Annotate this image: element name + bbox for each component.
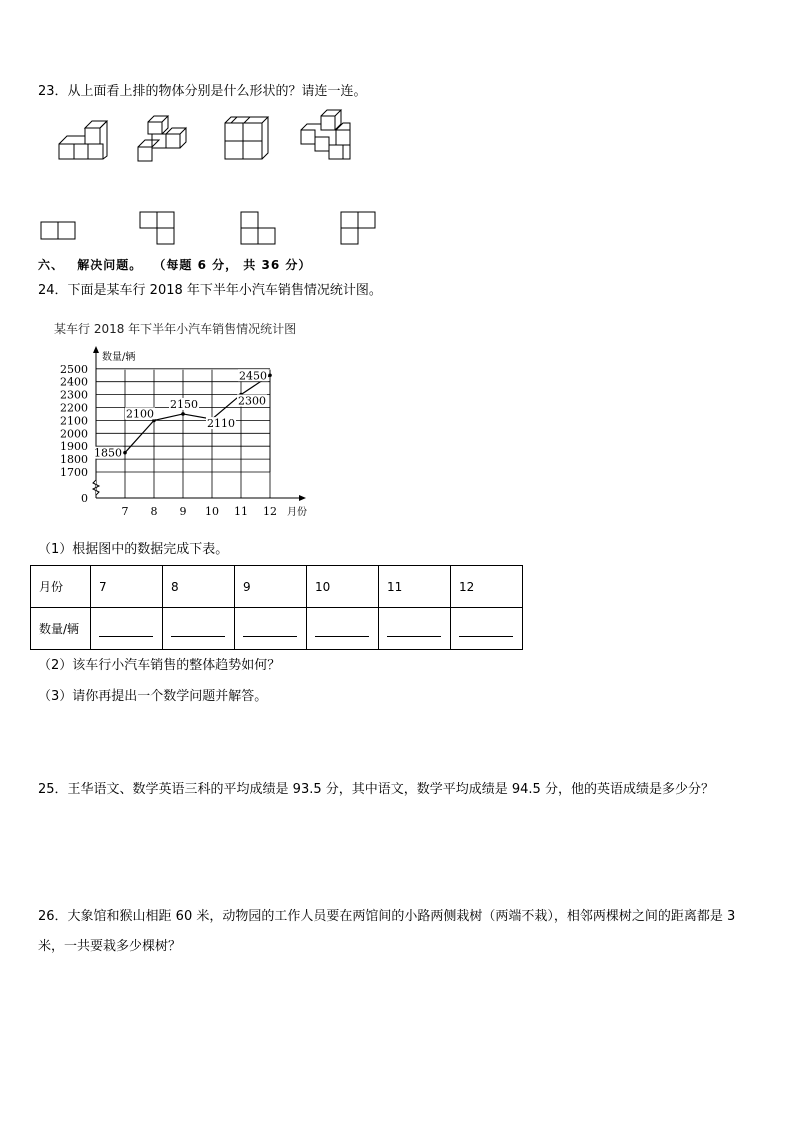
answer-blank[interactable] [379, 608, 451, 650]
sales-line-chart [40, 342, 330, 524]
axis-break [93, 480, 99, 495]
cube-figure-1 [59, 121, 107, 159]
top-view-d [341, 212, 375, 244]
cube-figure-3 [225, 117, 268, 159]
table-cell-month: 9 [235, 566, 307, 608]
answer-blank[interactable] [91, 608, 163, 650]
x-axis-arrow [299, 495, 306, 501]
question-24-sub3: （3）请你再提出一个数学问题并解答。 [38, 689, 268, 704]
table-header-quantity: 数量/辆 [31, 608, 91, 650]
x-tick-label: 7 [121, 505, 129, 518]
y-tick-label: 2400 [60, 375, 88, 389]
data-label: 2300 [238, 394, 266, 408]
table-cell-month: 10 [307, 566, 379, 608]
question-24-sub2: （2）该车行小汽车销售的整体趋势如何？ [38, 658, 281, 673]
y-tick-label: 2100 [60, 414, 88, 428]
cube-figures-row [40, 108, 370, 170]
y-tick-label: 2500 [60, 362, 88, 376]
x-tick-label: 8 [150, 505, 158, 518]
cube-figure-2 [138, 116, 186, 161]
table-cell-month: 8 [163, 566, 235, 608]
y-axis-title: 数量/辆 [102, 352, 136, 363]
answer-blank[interactable] [235, 608, 307, 650]
question-25-text: 25．王华语文、数学英语三科的平均成绩是 93.5 分，其中语文，数学平均成绩是 94.5 分，他的英语成绩是多少分？ [38, 782, 714, 797]
y-tick-label: 1700 [60, 466, 88, 479]
question-24-sub1: （1）根据图中的数据完成下表。 [38, 542, 229, 557]
table-cell-month: 11 [379, 566, 451, 608]
y-tick-label: 2300 [60, 388, 88, 402]
chart-title: 某车行 2018 年下半年小汽车销售情况统计图 [54, 322, 297, 336]
x-axis-title: 月份 [287, 507, 307, 518]
answer-blank[interactable] [451, 608, 523, 650]
section-6-title: 解决问题。 [77, 258, 143, 272]
y-tick-label: 2200 [60, 401, 88, 415]
x-tick-label: 9 [179, 505, 187, 518]
table-cell-month: 7 [91, 566, 163, 608]
y-tick-label: 1900 [60, 440, 88, 454]
top-view-c [241, 212, 275, 244]
top-views-row [38, 210, 378, 248]
question-24-text: 24．下面是某车行 2018 年下半年小汽车销售情况统计图。 [38, 283, 382, 298]
x-tick-label: 11 [234, 505, 248, 518]
y-axis-arrow [93, 346, 99, 353]
answer-blank[interactable] [163, 608, 235, 650]
question-26-text: 26．大象馆和猴山相距 60 米，动物园的工作人员要在两馆间的小路两侧栽树（两端不栽），相邻两棵树之间的距离都是 3 米，一共要栽多少棵树？ [38, 909, 736, 954]
data-point [268, 373, 272, 377]
table-row [31, 608, 523, 650]
table-header-month: 月份 [31, 566, 91, 608]
table-cell-month: 12 [451, 566, 523, 608]
top-view-a [41, 222, 75, 239]
sales-table [30, 565, 523, 650]
y-tick-label: 1800 [60, 453, 88, 467]
data-label: 2110 [207, 417, 235, 431]
answer-blank[interactable] [307, 608, 379, 650]
section-6-header [38, 256, 311, 273]
section-6-label: 六、 [38, 258, 65, 272]
x-tick-label: 10 [205, 505, 219, 518]
x-tick-label: 12 [263, 505, 277, 518]
table-row [31, 566, 523, 608]
data-label: 2150 [170, 397, 198, 411]
data-label: 2100 [126, 407, 154, 421]
top-view-b [140, 212, 174, 244]
y-tick-label: 0 [81, 492, 88, 505]
cube-figure-4 [301, 110, 350, 159]
data-label: 2450 [239, 369, 267, 383]
section-6-note: （每题 6 分， 共 36 分） [153, 258, 312, 272]
data-point [181, 412, 185, 416]
data-label: 1850 [94, 446, 122, 460]
question-23-text: 23．从上面看上排的物体分别是什么形状的？请连一连。 [38, 84, 367, 99]
data-point [123, 451, 127, 455]
y-tick-label: 2000 [60, 427, 88, 441]
